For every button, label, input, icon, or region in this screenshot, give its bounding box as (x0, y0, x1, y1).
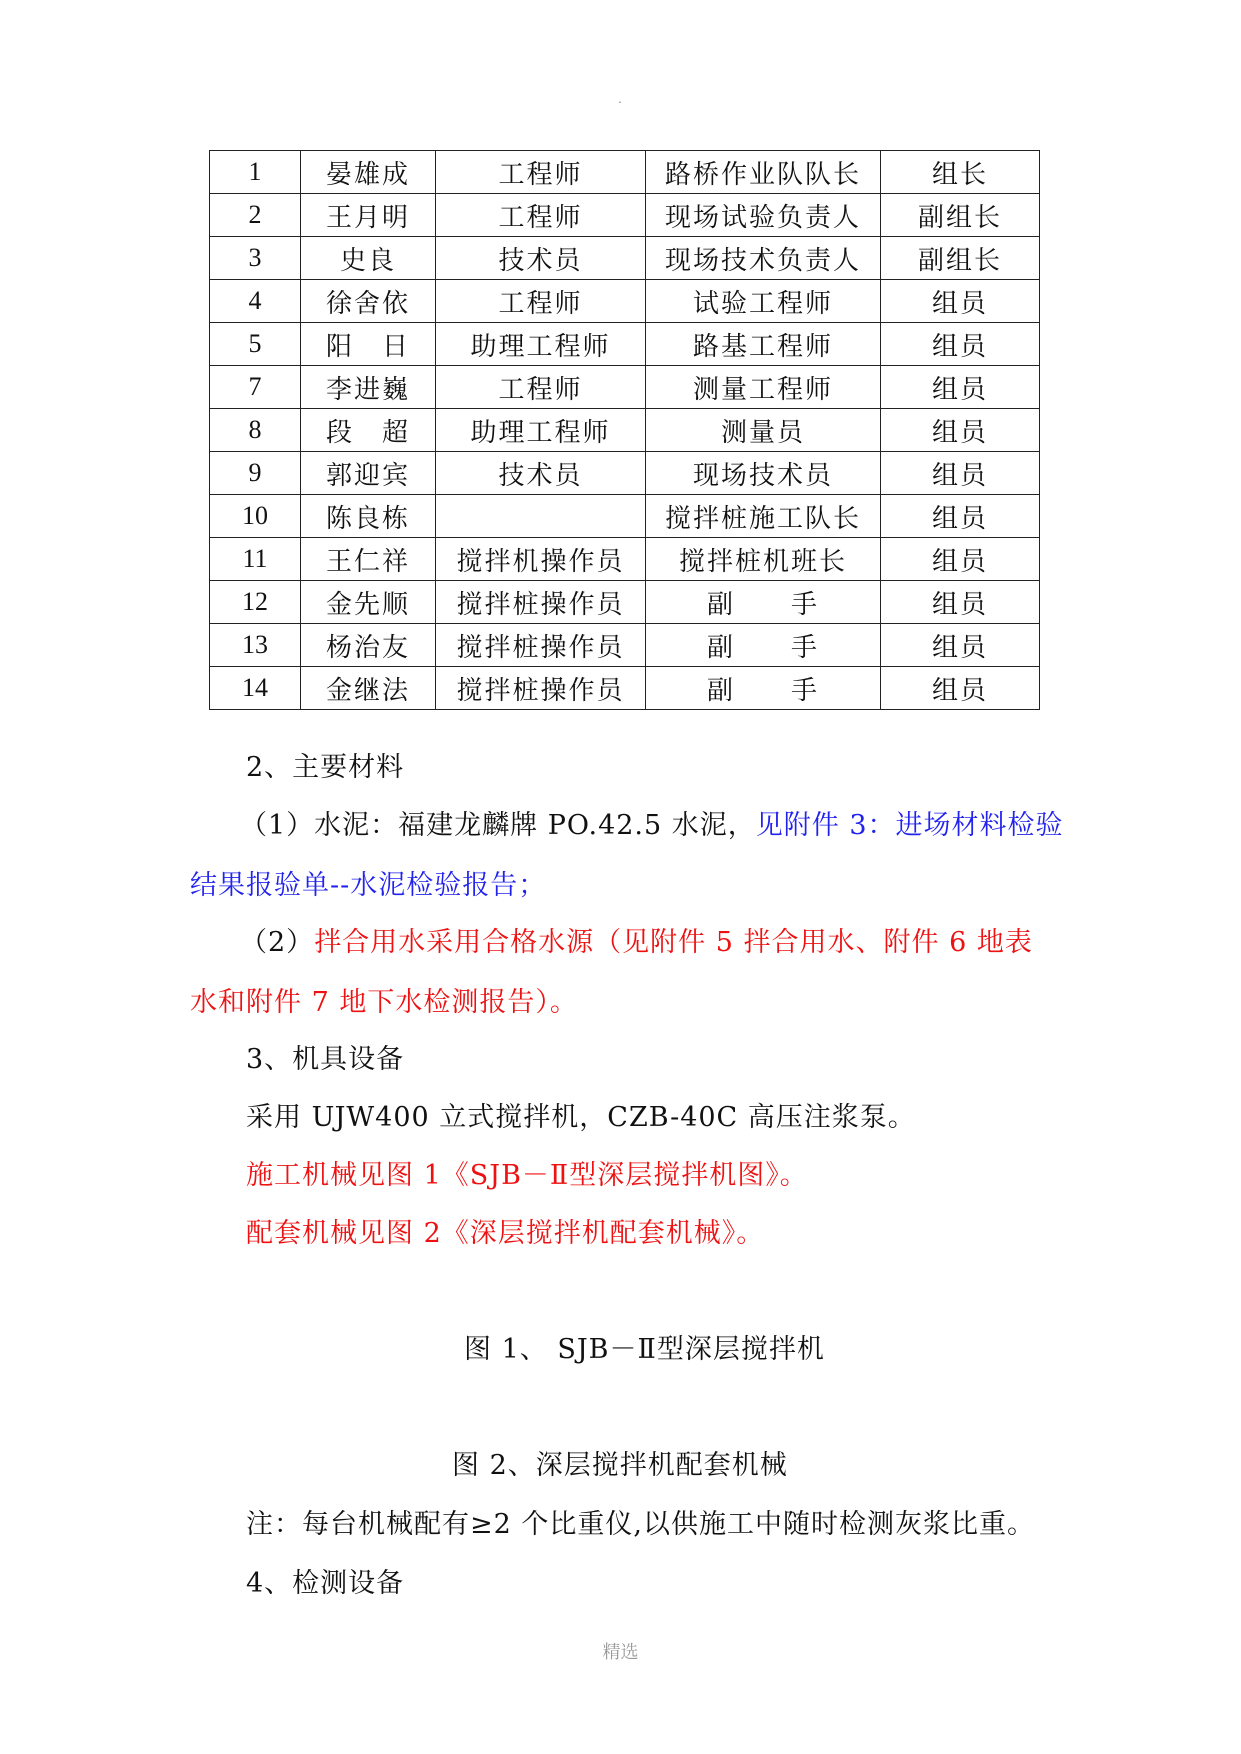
staff-position: 组员 (881, 366, 1040, 409)
cement-text: （1）水泥：福建龙麟牌 PO.42.5 水泥， (240, 810, 756, 841)
staff-position: 组员 (881, 323, 1040, 366)
row-number: 9 (210, 452, 301, 495)
staff-role: 测量工程师 (646, 366, 881, 409)
staff-role: 搅拌桩机班长 (646, 538, 881, 581)
staff-title: 技术员 (436, 237, 646, 280)
row-number: 11 (210, 538, 301, 581)
staff-name: 晏雄成 (301, 151, 436, 194)
row-number: 8 (210, 409, 301, 452)
row-number: 14 (210, 667, 301, 710)
figure-1-reference: 施工机械见图 1《SJB－Ⅱ型深层搅拌机图》。 (246, 1160, 808, 1191)
row-number: 2 (210, 194, 301, 237)
staff-role: 现场技术员 (646, 452, 881, 495)
staff-name: 王月明 (301, 194, 436, 237)
staff-role: 现场技术负责人 (646, 237, 881, 280)
staff-name: 徐舍依 (301, 280, 436, 323)
note: 注：每台机械配有≥2 个比重仪,以供施工中随时检测灰浆比重。 (246, 1509, 1035, 1540)
staff-title: 助理工程师 (436, 323, 646, 366)
staff-position: 副组长 (881, 237, 1040, 280)
staff-title: 工程师 (436, 280, 646, 323)
materials-heading: 2、主要材料 (246, 752, 405, 783)
equipment-text: 采用 UJW400 立式搅拌机，CZB-40C 高压注浆泵。 (246, 1102, 916, 1133)
staff-name: 李进巍 (301, 366, 436, 409)
staff-table-body (210, 151, 1040, 710)
staff-name: 陈良栋 (301, 495, 436, 538)
table-row (210, 151, 1040, 194)
table-row (210, 194, 1040, 237)
staff-position: 组员 (881, 452, 1040, 495)
staff-name: 史良 (301, 237, 436, 280)
cement-attachment-link-continued[interactable]: 结果报验单--水泥检验报告； (190, 870, 547, 901)
staff-position: 组员 (881, 538, 1040, 581)
figure-2-caption: 图 2、深层搅拌机配套机械 (452, 1450, 788, 1481)
row-number: 7 (210, 366, 301, 409)
table-row (210, 667, 1040, 710)
staff-title: 搅拌桩操作员 (436, 667, 646, 710)
staff-role: 搅拌桩施工队长 (646, 495, 881, 538)
row-number: 13 (210, 624, 301, 667)
staff-role: 试验工程师 (646, 280, 881, 323)
staff-role: 现场试验负责人 (646, 194, 881, 237)
staff-role: 路基工程师 (646, 323, 881, 366)
staff-title: 搅拌桩操作员 (436, 624, 646, 667)
staff-name: 杨治友 (301, 624, 436, 667)
equipment-heading: 3、机具设备 (246, 1044, 405, 1075)
cement-paragraph (240, 803, 1064, 842)
table-row (210, 452, 1040, 495)
staff-position: 组长 (881, 151, 1040, 194)
staff-position: 组员 (881, 280, 1040, 323)
staff-position: 副组长 (881, 194, 1040, 237)
staff-name: 金继法 (301, 667, 436, 710)
table-row (210, 624, 1040, 667)
staff-title: 搅拌机操作员 (436, 538, 646, 581)
staff-name: 段 超 (301, 409, 436, 452)
table-row (210, 323, 1040, 366)
table-row (210, 280, 1040, 323)
staff-name: 王仁祥 (301, 538, 436, 581)
staff-title: 助理工程师 (436, 409, 646, 452)
staff-role: 副 手 (646, 624, 881, 667)
staff-role: 副 手 (646, 667, 881, 710)
staff-position: 组员 (881, 409, 1040, 452)
row-number: 1 (210, 151, 301, 194)
staff-role: 副 手 (646, 581, 881, 624)
staff-title: 搅拌桩操作员 (436, 581, 646, 624)
row-number: 10 (210, 495, 301, 538)
staff-role: 路桥作业队队长 (646, 151, 881, 194)
table-row (210, 538, 1040, 581)
row-number: 4 (210, 280, 301, 323)
staff-position: 组员 (881, 581, 1040, 624)
water-prefix: （2） (240, 927, 315, 958)
water-paragraph (240, 920, 1033, 959)
staff-title (436, 495, 646, 538)
water-text-continued: 水和附件 7 地下水检测报告）。 (190, 987, 578, 1018)
staff-title: 工程师 (436, 194, 646, 237)
staff-position: 组员 (881, 667, 1040, 710)
staff-position: 组员 (881, 624, 1040, 667)
staff-name: 金先顺 (301, 581, 436, 624)
table-row (210, 409, 1040, 452)
figure-2-reference: 配套机械见图 2《深层搅拌机配套机械》。 (246, 1218, 765, 1249)
water-text: 拌合用水采用合格水源（见附件 5 拌合用水、附件 6 地表 (314, 927, 1033, 958)
table-row (210, 366, 1040, 409)
row-number: 3 (210, 237, 301, 280)
staff-title: 工程师 (436, 366, 646, 409)
staff-role: 测量员 (646, 409, 881, 452)
cement-attachment-link[interactable]: 见附件 3：进场材料检验 (755, 810, 1064, 841)
staff-name: 阳 日 (301, 323, 436, 366)
staff-name: 郭迎宾 (301, 452, 436, 495)
staff-title: 工程师 (436, 151, 646, 194)
page-footer: 精选 (602, 1642, 639, 1663)
row-number: 12 (210, 581, 301, 624)
table-row (210, 237, 1040, 280)
table-row (210, 495, 1040, 538)
table-row (210, 581, 1040, 624)
staff-title: 技术员 (436, 452, 646, 495)
header-mark: . (618, 92, 622, 106)
row-number: 5 (210, 323, 301, 366)
figure-1-caption: 图 1、 SJB－Ⅱ型深层搅拌机 (464, 1334, 825, 1365)
staff-table (209, 150, 1040, 710)
testing-heading: 4、检测设备 (246, 1568, 405, 1599)
staff-position: 组员 (881, 495, 1040, 538)
